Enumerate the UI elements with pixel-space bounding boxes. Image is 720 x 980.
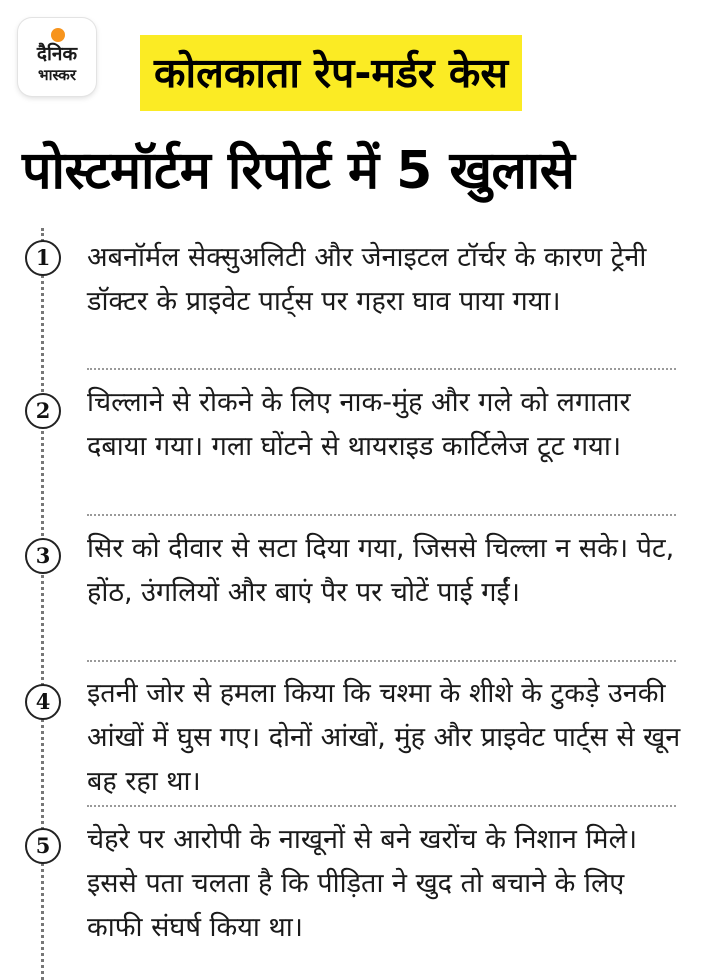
number-badge: 4 xyxy=(25,684,61,720)
number-badge: 5 xyxy=(25,828,61,864)
list-item-text: सिर को दीवार से सटा दिया गया, जिससे चिल्ला न सके। पेट, होंठ, उंगलियों और बाएं पैर पर चोटें पाई गईं। xyxy=(87,533,675,608)
list-item-text: अबनॉर्मल सेक्सुअलिटी और जेनाइटल टॉर्चर के कारण ट्रेनी डॉक्टर के प्राइवेट पार्ट्स पर गहरा घाव पाया गया। xyxy=(87,242,647,317)
divider xyxy=(87,514,676,516)
list-item-text: इतनी जोर से हमला किया कि चश्मा के शीशे के टुकड़े उनकी आंखों में घुस गए। दोनों आंखों, मुंह और प्राइवेट पार्ट्स से खून बह रहा था। xyxy=(87,678,681,797)
list-item-text: चेहरे पर आरोपी के नाखूनों से बने खरोंच के निशान मिले। इससे पता चलता है कि पीड़िता ने खुद तो बचाने के लिए काफी संघर्ष किया था। xyxy=(87,824,638,943)
topic-tag: कोलकाता रेप-मर्डर केस xyxy=(140,35,522,111)
page-title: पोस्टमॉर्टम रिपोर्ट में 5 खुलासे xyxy=(22,141,575,201)
logo-text-line1: दैनिक xyxy=(36,43,78,65)
dainik-bhaskar-logo xyxy=(18,18,96,96)
divider xyxy=(87,368,676,370)
divider xyxy=(87,805,676,807)
number-badge: 1 xyxy=(25,240,61,276)
number-badge: 2 xyxy=(25,393,61,429)
logo-text-line2: भास्कर xyxy=(38,66,76,84)
number-badge: 3 xyxy=(25,538,61,574)
divider xyxy=(87,660,676,662)
timeline-dotted-line xyxy=(41,228,44,980)
list-item-text: चिल्लाने से रोकने के लिए नाक-मुंह और गले को लगातार दबाया गया। गला घोंटने से थायराइड कार्टिलेज टूट गया। xyxy=(87,387,631,462)
sun-icon xyxy=(51,28,65,42)
